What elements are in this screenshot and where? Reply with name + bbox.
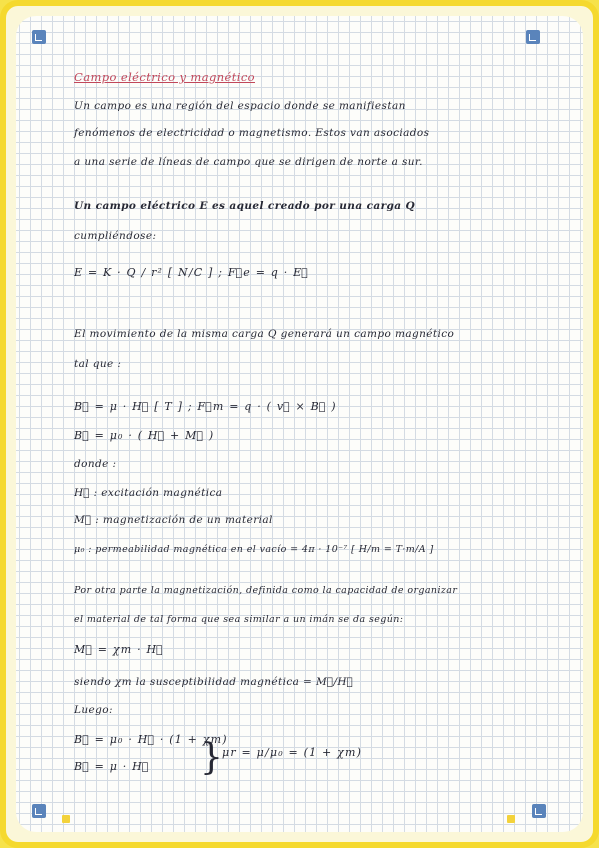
equation-electric-field: E = K · Q / r² [ N/C ] ; F⃗e = q · E⃗ xyxy=(74,266,309,279)
note-line-luego: Luego: xyxy=(74,704,113,716)
note-line-4: Un campo eléctrico E es aquel creado por una carga Q xyxy=(74,200,416,212)
note-line-9: el material de tal forma que sea similar a un imán se da según: xyxy=(74,614,404,625)
definition-m: M⃗ : magnetización de un material xyxy=(74,514,273,526)
note-line-10: siendo χm la susceptibilidad magnética = M⃗/H⃗ xyxy=(74,676,354,688)
bottom-right-marker xyxy=(507,815,515,823)
note-line-5: cumpliéndose: xyxy=(74,230,157,242)
note-line-7: tal que : xyxy=(74,358,122,370)
definition-mu0: μ₀ : permeabilidad magnética en el vacío = 4π · 10⁻⁷ [ H/m = T·m/A ] xyxy=(74,544,434,555)
top-right-icon xyxy=(526,30,540,44)
note-title: Campo eléctrico y magnético xyxy=(74,70,255,84)
note-line-donde: donde : xyxy=(74,458,117,470)
note-line-2: fenómenos de electricidad o magnetismo. Estos van asociados xyxy=(74,127,430,139)
definition-h: H⃗ : excitación magnética xyxy=(74,487,223,499)
curly-brace: } xyxy=(200,737,223,778)
note-line-1: Un campo es una región del espacio donde se manifiestan xyxy=(74,100,406,112)
equation-b-chi: B⃗ = μ₀ · H⃗ · (1 + χm) xyxy=(74,733,228,746)
bottom-left-icon xyxy=(32,804,46,818)
equation-b-mu: B⃗ = μ · H⃗ xyxy=(74,760,150,773)
bottom-right-icon xyxy=(532,804,546,818)
note-line-6: El movimiento de la misma carga Q generará un campo magnético xyxy=(74,328,455,340)
bottom-left-marker xyxy=(62,815,70,823)
top-left-icon xyxy=(32,30,46,44)
equation-b-vacuum: B⃗ = μ₀ · ( H⃗ + M⃗ ) xyxy=(74,429,215,442)
equation-magnetization: M⃗ = χm · H⃗ xyxy=(74,643,164,656)
note-line-8: Por otra parte la magnetización, definida como la capacidad de organizar xyxy=(74,585,458,596)
equation-mu-r: μr = μ/μ₀ = (1 + χm) xyxy=(222,746,363,759)
equation-magnetic-field: B⃗ = μ · H⃗ [ T ] ; F⃗m = q · ( v⃗ × B⃗ ) xyxy=(74,400,337,413)
note-line-3: a una serie de líneas de campo que se dirigen de norte a sur. xyxy=(74,156,423,168)
